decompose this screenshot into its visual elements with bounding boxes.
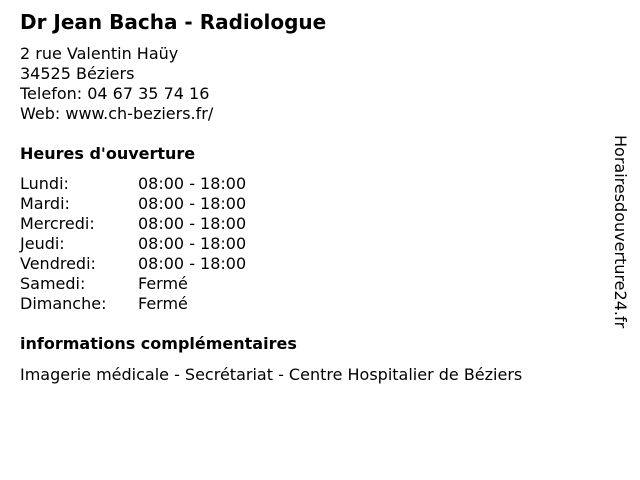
hours-time: 08:00 - 18:00 [138,234,247,253]
page-title: Dr Jean Bacha - Radiologue [20,10,327,34]
hours-time: 08:00 - 18:00 [138,194,247,213]
site-watermark: Horairesdouverture24.fr [611,135,630,329]
hours-day: Vendredi: [20,254,96,273]
additional-info-text: Imagerie médicale - Secrétariat - Centre Hospitalier de Béziers [20,365,523,384]
hours-time: 08:00 - 18:00 [138,174,247,193]
hours-row-wednesday [20,214,246,234]
hours-day: Lundi: [20,174,69,193]
phone-number: Telefon: 04 67 35 74 16 [20,84,210,103]
hours-time: 08:00 - 18:00 [138,214,247,233]
hours-day: Jeudi: [20,234,65,253]
hours-time: Fermé [138,294,188,313]
hours-day: Samedi: [20,274,86,293]
opening-hours-heading: Heures d'ouverture [20,144,196,163]
hours-row-thursday [20,234,246,254]
hours-time: 08:00 - 18:00 [138,254,247,273]
hours-row-monday [20,174,246,194]
hours-row-friday [20,254,246,274]
hours-time: Fermé [138,274,188,293]
address-city: 34525 Béziers [20,64,135,83]
hours-row-tuesday [20,194,246,214]
opening-hours-table [20,174,246,314]
address-block [20,44,213,124]
hours-day: Mercredi: [20,214,95,233]
additional-info-heading: informations complémentaires [20,334,297,353]
address-street: 2 rue Valentin Haüy [20,44,179,63]
hours-row-sunday [20,294,246,314]
hours-day: Mardi: [20,194,70,213]
website: Web: www.ch-beziers.fr/ [20,104,214,123]
hours-row-saturday [20,274,246,294]
hours-day: Dimanche: [20,294,107,313]
